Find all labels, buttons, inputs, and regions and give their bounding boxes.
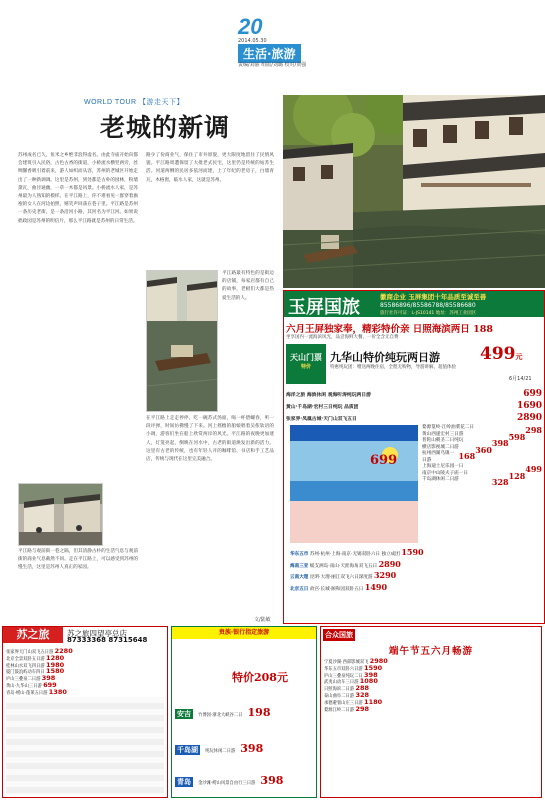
kicker-cn: 【游走天下】 (139, 99, 185, 106)
hezhong-subtitle: 端午节五六月畅游 (388, 646, 473, 657)
ticket-line-2: 特价 (300, 364, 311, 370)
article-column-2: 路少了份商业气，保住了市井原貌，更大限度地留住了民情风貌。平江路周遭保留了大批老式民宅，这里仍是传统的姑苏生活。河道两侧的民居多依河而建，上了年纪的老房子，白墙青瓦，木格窗，临水人家，这就是苏州。 (146, 153, 274, 183)
hezhong-offer-5: 泰山曲阜二日游 328 (324, 690, 370, 699)
bottom-ads (0, 626, 545, 800)
page-number: 20 (238, 14, 263, 39)
hezhong-travel-ad (320, 626, 542, 798)
jiuhua-dates: 6月14/21 (509, 376, 532, 382)
yuping-header (284, 291, 544, 317)
article-column-1b: 平江路与观前街一巷之隔，但其清静古朴的生活气息与观前街的商业气息截然不同。走在平江路上，可以感受到苏州的慢生活，这里是苏州人真正的家园。 (18, 549, 138, 571)
canal-photo (283, 95, 545, 288)
right-offer-2: 398 普陀山朝圣二日纯玩 (422, 438, 509, 448)
jiuhua-price-unit: 元 (515, 352, 523, 361)
hezhong-offer-list (324, 659, 538, 713)
suzhou-offer-1: 北京全景双卧五日游 1280 (6, 653, 65, 662)
suzhou-offer-6: 青岛·崂山·蓬莱五日游 1380 (6, 687, 67, 696)
article-column-2c: 在平江路上走走停停，吃一碗苏式汤面，喝一杯碧螺春，听一段评弹，时间仿佛慢了下来。河上摇橹的船娘唱着吴侬软语的小调，游客们坐在船上欣赏两岸的风光。平江路的夜晚更加迷人，灯笼亮起，倒映在河水中，古老的街道焕发出新的活力。这里有古老的传统，也有年轻人开的咖啡馆、书店和手工艺品店，传统与现代在这里完美融合。 (146, 416, 274, 463)
bus-line-0: 华东五市 苏州·杭州·上海·南京·无锡双卧六日 独立成团 1590 (290, 547, 424, 557)
suzhou-offer-3: 厦门鼓浪屿动车四日 1580 (6, 667, 65, 676)
hezhong-offer-6: 承德避暑山庄三日游 1180 (324, 697, 383, 706)
ad-row-0: 海洋之旅 海滨休闲 观海听涛纯玩两日游 699 (286, 389, 542, 399)
hezhong-offer-3: 武夷山动车三日游 1080 (324, 677, 378, 686)
boat-photo (146, 270, 218, 412)
suzhou-travel-ad (2, 626, 168, 798)
rizhao-title: 六月王屏独家奉，精彩特价亲 日照海滨两日 (286, 324, 470, 335)
middle-offer-1: 千岛湖 纯玩休闲二日游 398 (177, 742, 264, 755)
middle-offer-0: 安吉 竹博园·浙北大峡谷二日 198 (177, 706, 271, 719)
article-column-2b: 平江路最有特色的是街边的店铺，每家店都有自己的故事，老板们大都是热爱生活的人。 (222, 271, 274, 301)
right-offer-1: 598 黄山西递宏村三日游 (422, 431, 526, 442)
middle-special-price: 特价208元 (232, 671, 288, 684)
yuping-brand: 玉屏国旅 (288, 297, 360, 318)
middle-travel-ad (171, 626, 317, 798)
rizhao-subtitle: 坐享国内一流海滨风光，品尝海鲜大餐，一价全含无自费 (286, 335, 399, 340)
right-offer-7: 328 千岛湖休闲二日游 (422, 477, 509, 487)
kicker (84, 97, 184, 107)
right-offer-3: 360 横店影视城二日游 (422, 444, 492, 455)
suzhou-fine-print (6, 697, 164, 795)
yuping-address: 旅行社许可证：L-JS10141 地址：苏州工业园区 (380, 311, 477, 316)
middle-header: 贵族·银行指定旅游 (172, 627, 316, 639)
ad-row-1: 黄山·千岛湖·宏村三日纯玩 品质团 1690 (286, 401, 542, 411)
alley-illustration (19, 484, 103, 546)
bus-promo-price: 699 (370, 453, 398, 468)
bus-line-1: 海南三亚 蜈支洲岛·南山·天涯海角双飞五日 2890 (290, 558, 401, 569)
rizhao-price: 188 (473, 324, 493, 335)
kicker-en: WORLD TOUR (84, 99, 137, 106)
canal-scene-illustration (283, 95, 545, 288)
right-offer-4: 168 杭州西湖乌镇一日游 (422, 451, 476, 463)
yuping-slogan: 徽商企业 玉屏集团十年品质至诚至善 (380, 293, 487, 301)
suzhou-phone: 87333368 87315648 (67, 636, 148, 644)
jiuhua-title: 九华山特价纯玩两日游 (330, 351, 440, 364)
suzhou-offer-list (6, 649, 164, 697)
suzhou-offer-5: 黄山·九华山三日游 699 (6, 680, 57, 689)
hezhong-brand: 合众国旅 (325, 631, 353, 639)
hezhong-offer-4: 日照海滨二日游 288 (324, 684, 370, 693)
jiuhua-price-value: 499 (480, 344, 516, 364)
hezhong-offer-7: 婺源江岭二日游 298 (324, 704, 370, 713)
suzhou-logo: 苏之旅 (3, 627, 63, 643)
suzhou-title: 苏之旅四望亭总店 (67, 629, 127, 638)
ticket-line-1: 天山门票 (290, 352, 322, 362)
coast-illustration (290, 425, 418, 543)
bus-line-3: 北京五日 故宫·长城·颐和园双卧五日 1490 (290, 581, 388, 592)
jiuhua-subtitle: 特惠纯玩团：赠送两晚住宿，全程无购物，导游讲解，超值体验 (330, 365, 456, 370)
ad-row-2: 张家界·凤凰古城·天门山双飞五日 2890 (286, 413, 542, 423)
bus-line-2: 云南大理 昆明·大理·丽江双飞六日深度游 3290 (290, 570, 397, 581)
suzhou-offer-0: 张家界天门山双飞五日游 2280 (6, 647, 73, 655)
boat-illustration (147, 271, 218, 412)
right-offer-0: 298 婺源篁岭·江岭油菜花二日 (422, 425, 542, 435)
article-column-1: 苏州成名已久，鱼米之乡绝非浪得虚名。由此寺庙开始向都会建筑引入民俗，古色古香的街道，小桥流水横竖两旁，丝绸馨香吸引着前来，游人如织而从容，苏州的老城区开始走出了一种新调调。这里是苏州，到处都是古朴的园林，粉墙黛瓦，曲径通幽，一草一木都是风景。小桥流水人家，是苏州最为人熟知的模样。在平江路上，你不难看见一群穿着旗袍的女人在河边拍照，嬉笑声回荡在巷子里。平江路是苏州一条历史老街，是一条沿河小路，其河名为平江河。如果说拙政园是苏州的明信片，那么平江路就是苏州的日常生活。 (18, 153, 138, 224)
article-byline: 文/陆敏 (254, 617, 271, 623)
jiuhua-price (480, 344, 523, 364)
suzhou-offer-2: 桂林山水双飞四日游 1980 (6, 660, 65, 669)
alley-photo (18, 483, 103, 546)
yuping-travel-ad (283, 290, 545, 624)
hezhong-offer-0: 宁夏沙湖·西部影城双飞 2980 (324, 657, 388, 665)
issue-date: 2014.05.30 (238, 38, 267, 44)
bus-promo-panel (290, 425, 418, 543)
rizhao-offer (286, 321, 542, 335)
masthead (0, 0, 545, 74)
right-offer-5: 499 上海迪士尼乐园一日 (422, 464, 542, 474)
article-headline: 老城的新调 (100, 113, 231, 142)
section-tag: 生活·旅游 (238, 44, 301, 63)
right-offer-list (422, 425, 542, 487)
yuping-phone: 85586896/85586788/85586680 (380, 302, 476, 309)
editors-line: 责编/刘丽 组版/刘璐 校对/贾强 (238, 62, 307, 68)
bus-lines-list (290, 547, 540, 593)
hezhong-offer-1: 华东五市双卧六日游 1590 (324, 663, 383, 672)
middle-offer-2: 青岛 金沙滩·崂山风景自由行三日游 398 (177, 774, 284, 787)
hezhong-offer-2: 庐山三叠泉纯玩二日 398 (324, 670, 378, 679)
right-offer-6: 128 南京中山陵夫子庙一日 (422, 470, 526, 481)
suzhou-offer-4: 庐山三叠泉二日游 398 (6, 674, 56, 683)
ticket-badge (286, 344, 326, 384)
